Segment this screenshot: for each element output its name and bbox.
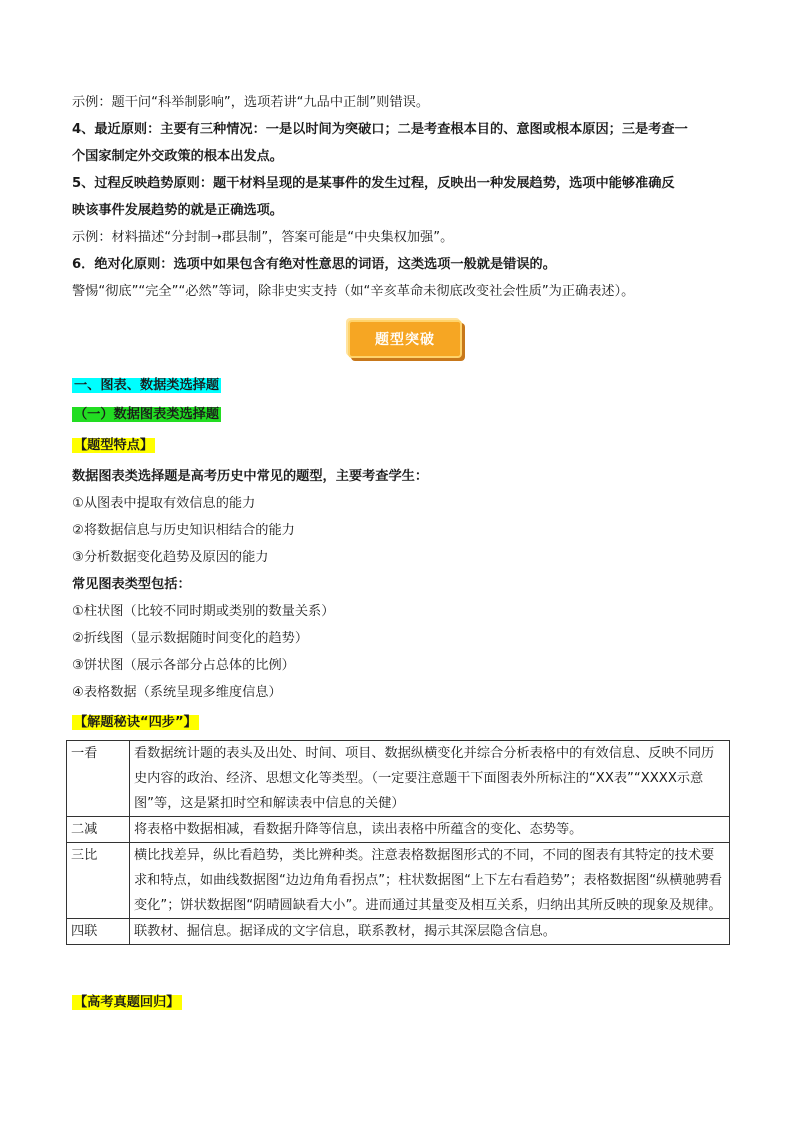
step-key: 三比 <box>67 843 130 919</box>
principle-4-line-2: 个国家制定外交政策的根本出发点。 <box>72 149 283 164</box>
chart-types-intro: 常见图表类型包括： <box>72 577 191 592</box>
review-heading <box>72 994 182 1012</box>
ability-item-2: ②将数据信息与历史知识相结合的能力 <box>72 523 295 538</box>
step-key: 一看 <box>67 741 130 817</box>
heading-1-text: 一、图表、数据类选择题 <box>74 378 220 393</box>
features-intro: 数据图表类选择题是高考历史中常见的题型，主要考查学生： <box>72 469 429 484</box>
chart-type-item-2: ②折线图（显示数据随时间变化的趋势） <box>72 631 309 646</box>
table-row <box>67 817 730 843</box>
steps-heading-text: 【解题秘诀“四步”】 <box>74 715 197 730</box>
step-description: 联教材、掘信息。据译成的文字信息，联系教材，揭示其深层隐含信息。 <box>130 919 730 945</box>
table-row <box>67 843 730 919</box>
chart-type-item-3: ③饼状图（展示各部分占总体的比例） <box>72 658 295 673</box>
example-line-1: 示例：题干问“科举制影响”，选项若讲“九品中正制”则错误。 <box>72 95 430 110</box>
warning-line: 警惕“彻底”“完全”“必然”等词，除非史实支持（如“辛亥革命未彻底改变社会性质”为正确表述）。 <box>72 284 635 299</box>
example-line-2: 示例：材料描述“分封制➝郡县制”，答案可能是“中央集权加强”。 <box>72 230 454 245</box>
chart-type-item-1: ①柱状图（比较不同时期或类别的数量关系） <box>72 604 335 619</box>
heading-2-text: （一）数据图表类选择题 <box>74 407 220 422</box>
heading-1 <box>72 377 221 395</box>
ability-item-1: ①从图表中提取有效信息的能力 <box>72 496 256 511</box>
principle-5-line-2: 映该事件发展趋势的就是正确选项。 <box>72 203 283 218</box>
section-banner <box>348 320 462 358</box>
principle-6-line: 6．绝对化原则：选项中如果包含有绝对性意思的词语，这类选项一般就是错误的。 <box>72 257 556 272</box>
principle-5-line-1: 5、过程反映趋势原则：题干材料呈现的是某事件的发生过程，反映出一种发展趋势，选项中能够准确反 <box>72 176 675 191</box>
step-key: 二减 <box>67 817 130 843</box>
table-row <box>67 741 730 817</box>
principle-4-line-1: 4、最近原则：主要有三种情况：一是以时间为突破口；二是考查根本目的、意图或根本原因；三是考查一 <box>72 122 688 137</box>
steps-table <box>66 740 730 945</box>
ability-item-3: ③分析数据变化趋势及原因的能力 <box>72 550 269 565</box>
steps-heading <box>72 714 199 732</box>
step-key: 四联 <box>67 919 130 945</box>
features-heading-text: 【题型特点】 <box>74 438 154 453</box>
chart-type-item-4: ④表格数据（系统呈现多维度信息） <box>72 685 282 700</box>
review-heading-text: 【高考真题回归】 <box>74 995 180 1010</box>
section-banner-label: 题型突破 <box>375 332 435 348</box>
heading-2 <box>72 406 221 424</box>
step-description: 将表格中数据相减，看数据升降等信息，读出表格中所蕴含的变化、态势等。 <box>130 817 730 843</box>
table-row <box>67 919 730 945</box>
features-heading <box>72 437 155 455</box>
step-description: 横比找差异，纵比看趋势，类比辨种类。注意表格数据图形式的不同，不同的图表有其特定的技术要求和特点，如曲线数据图“边边角角看拐点”；柱状数据图“上下左右看趋势”；表格数据图“纵横驰骋看变化”；饼状数据图“阴晴圆缺看大小”。进而通过其量变及相互关系，归纳出其所反映的现象及规律。 <box>130 843 730 919</box>
step-description: 看数据统计题的表头及出处、时间、项目、数据纵横变化并综合分析表格中的有效信息、反映不同历史内容的政治、经济、思想文化等类型。（一定要注意题干下面图表外所标注的“XX表”“XXXX示意图”等，这是紧扣时空和解读表中信息的关健） <box>130 741 730 817</box>
